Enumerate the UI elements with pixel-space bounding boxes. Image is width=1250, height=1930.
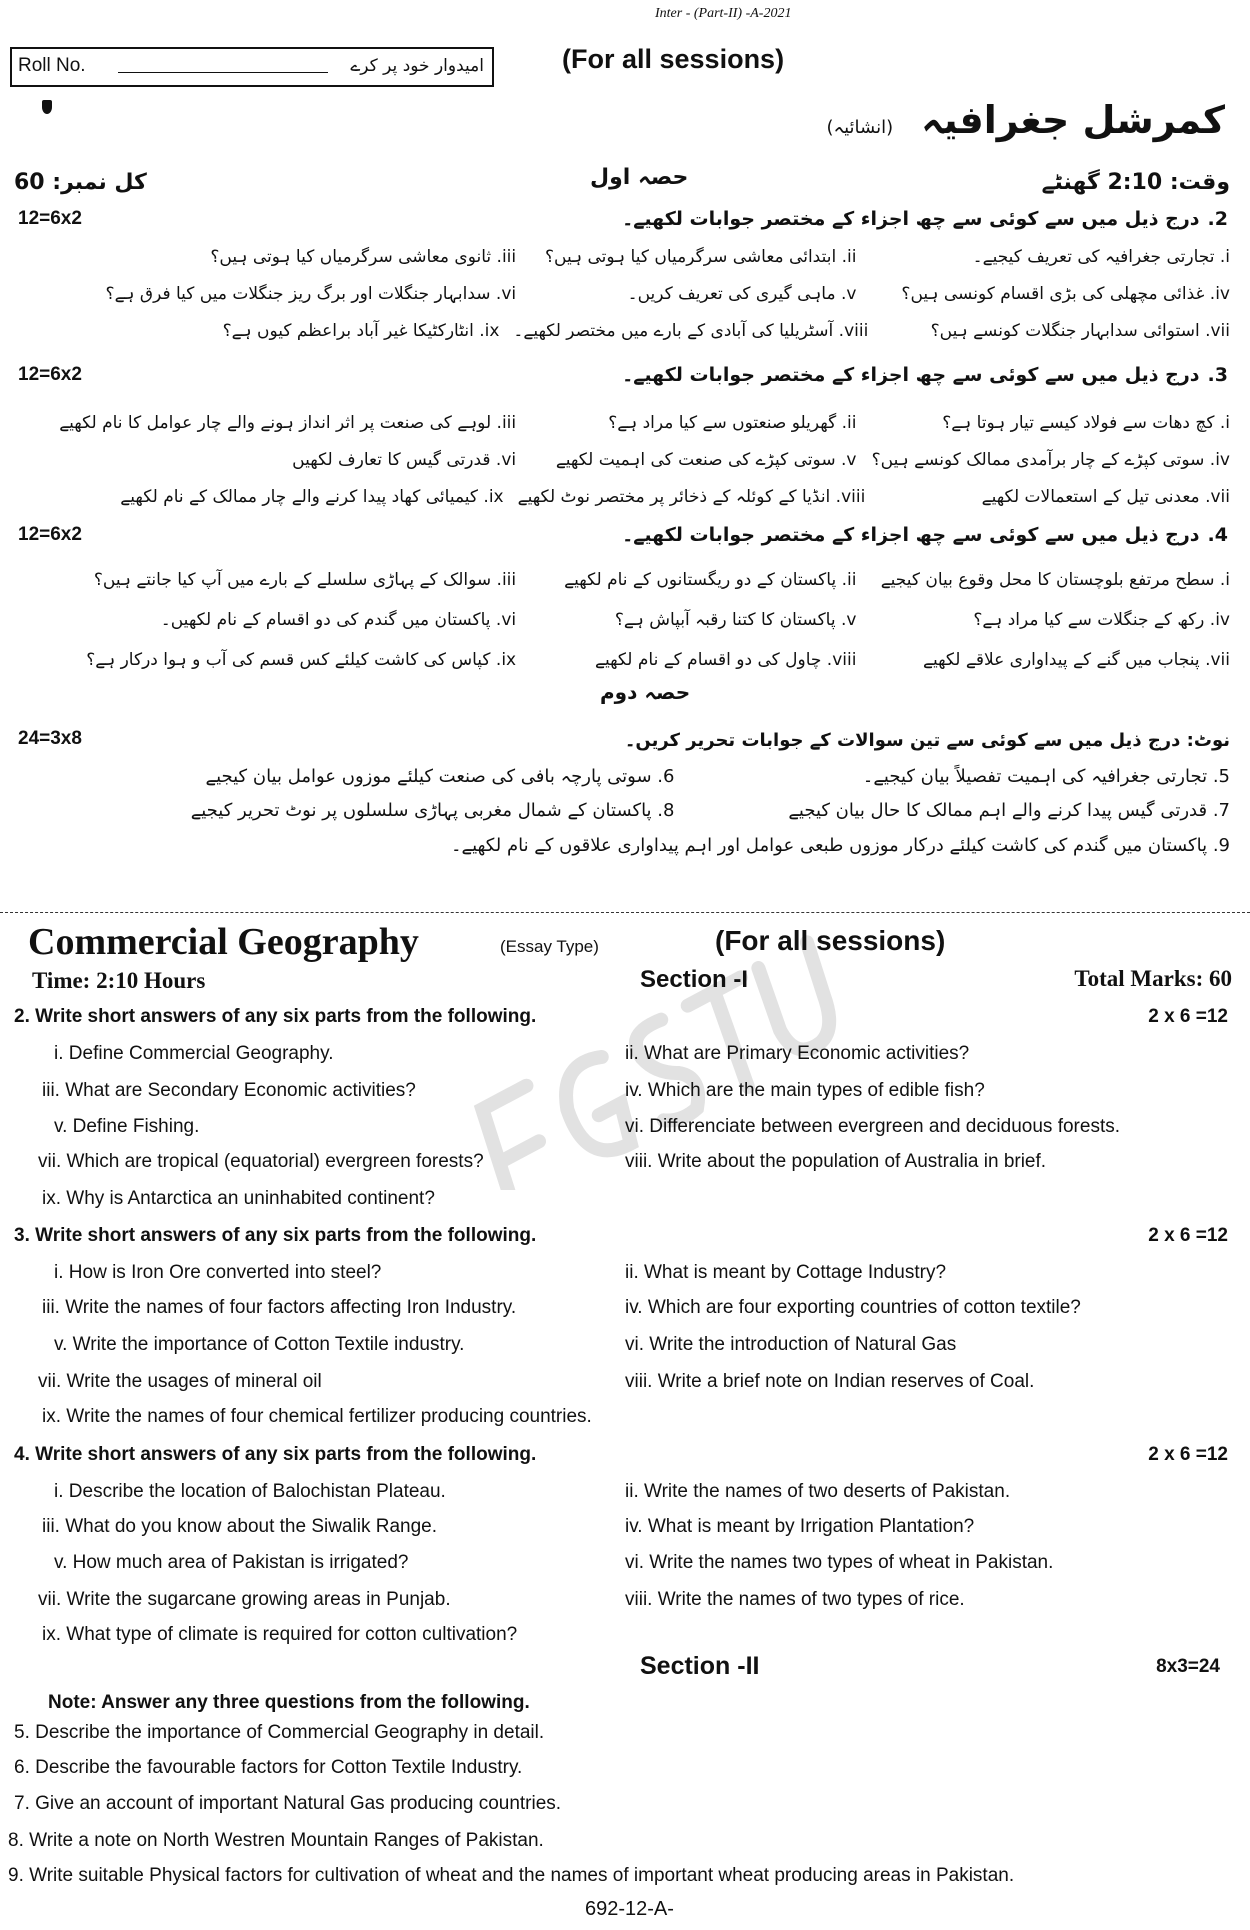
- urdu-question-row: [10, 320, 1230, 341]
- urdu-question-item: iii. لوہے کی صنعت پر اثر انداز ہونے والے چار عوامل کا نام لکھیے: [59, 413, 517, 433]
- urdu-time: وقت: 2:10 گھنٹے: [1041, 170, 1230, 195]
- english-question-item: vi. Write the names two types of wheat in Pakistan.: [625, 1552, 1054, 1573]
- urdu-question-number: 3.: [1207, 364, 1228, 386]
- urdu-long-row: [10, 766, 1230, 787]
- english-long-question: 7. Give an account of important Natural Gas producing countries.: [14, 1793, 562, 1814]
- urdu-question-item: i. تجارتی جغرافیہ کی تعریف کیجیے۔: [972, 247, 1230, 267]
- urdu-question-item: vii. استوائی سدابہار جنگلات کونسے ہیں؟: [930, 321, 1230, 341]
- english-note: Note: Answer any three questions from the following.: [48, 1692, 530, 1713]
- paper-code: Inter - (Part-II) -A-2021: [655, 6, 792, 21]
- urdu-question-item: vii. معدنی تیل کے استعمالات لکھیے: [981, 487, 1230, 507]
- urdu-question-item: i. سطح مرتفع بلوچستان کا محل وقوع بیان کیجیے: [880, 570, 1230, 590]
- urdu-question-item: vii. پنجاب میں گنے کے پیداواری علاقے لکھیے: [922, 650, 1230, 670]
- urdu-question-item: ix. کیمیائی کھاد پیدا کرنے والے چار ممالک کے نام لکھیے: [120, 487, 504, 507]
- english-question-item: v. How much area of Pakistan is irrigated?: [54, 1552, 409, 1573]
- urdu-question-item: viii. چاول کی دو اقسام کے نام لکھیے: [594, 650, 857, 670]
- urdu-question-item: ix. کپاس کی کاشت کیلئے کس قسم کی آب و ہوا درکار ہے؟: [86, 650, 517, 670]
- roll-line: [118, 72, 328, 73]
- english-question-row: [0, 1080, 985, 1102]
- urdu-question-row: [10, 569, 1230, 590]
- english-long-question: 9. Write suitable Physical factors for cultivation of wheat and the names of important wheat producing areas in Pakistan.: [8, 1865, 1015, 1886]
- urdu-question-item: iv. غذائی مچھلی کی بڑی اقسام کونسی ہیں؟: [901, 284, 1230, 304]
- english-long-question: 8. Write a note on North Westren Mountain Ranges of Pakistan.: [8, 1830, 544, 1851]
- divider: [0, 912, 1250, 913]
- english-question-marks: 2 x 6 =12: [1148, 1444, 1228, 1465]
- urdu-question-number: 2.: [1207, 208, 1228, 230]
- english-question-item: ii. Write the names of two deserts of Pakistan.: [625, 1481, 1011, 1502]
- english-title: Commercial Geography: [28, 921, 419, 963]
- english-question-item: ii. What are Primary Economic activities?: [625, 1043, 970, 1064]
- english-question-item: ix. Why is Antarctica an uninhabited continent?: [42, 1188, 435, 1209]
- urdu-question-row: [10, 412, 1230, 433]
- english-question-row: [0, 1151, 1046, 1173]
- urdu-section1: حصہ اول: [590, 165, 689, 190]
- english-type: (Essay Type): [500, 937, 599, 956]
- english-question-row: [0, 1043, 969, 1065]
- urdu-question-item: iv. رکھ کے جنگلات سے کیا مراد ہے؟: [973, 610, 1230, 630]
- english-question-heading: 2. Write short answers of any six parts from the following.: [14, 1006, 537, 1027]
- english-question-item: ix. What type of climate is required for cotton cultivation?: [42, 1624, 518, 1645]
- urdu-question-heading: درج ذیل میں سے کوئی سے چھ اجزاء کے مختصر جوابات لکھیے۔: [622, 364, 1200, 386]
- english-question-marks: 2 x 6 =12: [1148, 1006, 1228, 1027]
- urdu-question-item: ii. پاکستان کے دو ریگستانوں کے نام لکھیے: [564, 570, 857, 590]
- english-question-item: v. Define Fishing.: [54, 1116, 200, 1137]
- english-question-item: iv. What is meant by Irrigation Plantation?: [625, 1516, 975, 1537]
- urdu-question-item: v. ماہی گیری کی تعریف کریں۔: [627, 284, 857, 304]
- english-question-row: [0, 1552, 1053, 1574]
- urdu-type: (انشائیہ): [826, 117, 894, 138]
- english-question-item: iii. What do you know about the Siwalik Range.: [42, 1516, 437, 1537]
- english-question-row: [0, 1589, 965, 1611]
- english-question-row: [0, 1624, 625, 1646]
- urdu-title-row: [827, 98, 1225, 142]
- urdu-question-item: vi. سدابہار جنگلات اور برگ ریز جنگلات میں کیا فرق ہے؟: [105, 284, 517, 304]
- urdu-question-item: viii. آسٹریلیا کی آبادی کے بارے میں مختصر لکھیے۔: [513, 321, 869, 341]
- english-question-item: i. Describe the location of Balochistan Plateau.: [54, 1481, 446, 1502]
- english-question-item: iii. Write the names of four factors affecting Iron Industry.: [42, 1297, 517, 1318]
- urdu-question-item: viii. انڈیا کے کوئلہ کے ذخائر پر مختصر نوٹ لکھیے: [517, 487, 866, 507]
- english-total-marks: Total Marks: 60: [1074, 966, 1232, 991]
- urdu-long-question: 6. سوتی پارچہ بافی کی صنعت کیلئے موزوں عوامل بیان کیجیے: [205, 766, 675, 787]
- urdu-question-heading: درج ذیل میں سے کوئی سے چھ اجزاء کے مختصر جوابات لکھیے۔: [622, 524, 1200, 546]
- english-question-item: ii. What is meant by Cottage Industry?: [625, 1262, 947, 1283]
- urdu-question-item: vi. قدرتی گیس کا تعارف لکھیں: [292, 450, 517, 470]
- english-long-question: 5. Describe the importance of Commercial Geography in detail.: [14, 1722, 545, 1743]
- english-question-row: [0, 1481, 1010, 1503]
- urdu-question-marks: 12=6x2: [18, 364, 82, 385]
- english-question-item: viii. Write a brief note on Indian reserves of Coal.: [625, 1371, 1035, 1392]
- urdu-title: کمرشل جغرافیہ: [921, 98, 1225, 142]
- english-question-marks: 2 x 6 =12: [1148, 1225, 1228, 1246]
- bullet-mark: [42, 100, 52, 114]
- english-question-row: [0, 1262, 946, 1284]
- english-section2: Section -II: [640, 1652, 760, 1680]
- urdu-question-item: v. پاکستان کا کتنا رقبہ آبپاش ہے؟: [614, 610, 857, 630]
- urdu-long-question: 7. قدرتی گیس پیدا کرنے والے اہم ممالک کا حال بیان کیجیے: [788, 800, 1230, 821]
- urdu-question-number: 4.: [1207, 524, 1228, 546]
- english-question-item: vii. Write the usages of mineral oil: [38, 1371, 322, 1392]
- english-section2-marks: 8x3=24: [1156, 1656, 1220, 1677]
- english-question-item: iv. Which are four exporting countries of cotton textile?: [625, 1297, 1081, 1318]
- urdu-long-question: 5. تجارتی جغرافیہ کی اہمیت تفصیلاً بیان کیجیے۔: [862, 766, 1230, 787]
- urdu-question-heading-row: [622, 524, 1228, 546]
- english-question-row: [0, 1516, 974, 1538]
- urdu-question-row: [10, 246, 1230, 267]
- urdu-long-row: [10, 800, 1230, 821]
- english-question-item: viii. Write the names of two types of rice.: [625, 1589, 965, 1610]
- urdu-section2: حصہ دوم: [600, 680, 691, 704]
- urdu-question-item: i. کچ دھات سے فولاد کیسے تیار ہوتا ہے؟: [942, 413, 1230, 433]
- urdu-question-row: [10, 283, 1230, 304]
- roll-urdu: امیدوار خود پر کرے: [350, 56, 484, 76]
- english-long-question: 6. Describe the favourable factors for Cotton Textile Industry.: [14, 1757, 523, 1778]
- urdu-question-item: iv. سوتی کپڑے کے چار برآمدی ممالک کونسے ہیں؟: [871, 450, 1230, 470]
- urdu-question-heading: درج ذیل میں سے کوئی سے چھ اجزاء کے مختصر جوابات لکھیے۔: [622, 208, 1200, 230]
- english-question-row: [0, 1297, 1081, 1319]
- english-question-item: vii. Write the sugarcane growing areas in Punjab.: [38, 1589, 451, 1610]
- urdu-question-row: [10, 649, 1230, 670]
- english-question-item: vi. Write the introduction of Natural Gas: [625, 1334, 957, 1355]
- urdu-note: نوٹ: درج ذیل میں سے کوئی سے تین سوالات کے جوابات تحریر کریں۔: [624, 730, 1230, 751]
- english-question-item: v. Write the importance of Cotton Textile industry.: [54, 1334, 465, 1355]
- urdu-question-marks: 12=6x2: [18, 208, 82, 229]
- english-question-row: [0, 1188, 625, 1210]
- urdu-question-item: iii. سوالک کے پہاڑی سلسلے کے بارے میں آپ کیا جانتے ہیں؟: [93, 570, 517, 590]
- english-question-row: [0, 1334, 956, 1356]
- urdu-question-item: iii. ثانوی معاشی سرگرمیاں کیا ہوتی ہیں؟: [210, 247, 517, 267]
- urdu-question-heading-row: [622, 208, 1228, 230]
- english-time: Time: 2:10 Hours: [32, 968, 206, 993]
- urdu-question-item: ix. انٹارکٹیکا غیر آباد براعظم کیوں ہے؟: [222, 321, 500, 341]
- sessions-heading: (For all sessions): [562, 44, 785, 74]
- urdu-question-row: [10, 609, 1230, 630]
- urdu-question-item: ii. ابتدائی معاشی سرگرمیاں کیا ہوتی ہیں؟: [545, 247, 857, 267]
- english-question-row: [0, 1371, 1034, 1393]
- urdu-question-row: [10, 449, 1230, 470]
- english-question-heading: 4. Write short answers of any six parts from the following.: [14, 1444, 537, 1465]
- urdu-question-item: vi. پاکستان میں گندم کی دو اقسام کے نام لکھیں۔: [160, 610, 517, 630]
- english-question-item: i. How is Iron Ore converted into steel?: [54, 1262, 382, 1283]
- urdu-marks: کل نمبر: 60: [14, 170, 147, 195]
- urdu-long-row: [10, 835, 1230, 856]
- english-question-item: vii. Which are tropical (equatorial) evergreen forests?: [38, 1151, 484, 1172]
- english-question-item: ix. Write the names of four chemical fertilizer producing countries.: [42, 1406, 592, 1427]
- english-sessions: (For all sessions): [715, 925, 946, 956]
- footer-code: 692-12-A-: [585, 1898, 674, 1920]
- urdu-question-marks: 12=6x2: [18, 524, 82, 545]
- english-question-row: [0, 1406, 625, 1428]
- urdu-question-row: [10, 486, 1230, 507]
- english-question-item: iii. What are Secondary Economic activities?: [42, 1080, 416, 1101]
- english-question-item: vi. Differenciate between evergreen and deciduous forests.: [625, 1116, 1121, 1137]
- english-question-item: iv. Which are the main types of edible fish?: [625, 1080, 985, 1101]
- english-section1: Section -I: [640, 966, 749, 993]
- urdu-question-heading-row: [622, 364, 1228, 386]
- urdu-long-question: 8. پاکستان کے شمال مغربی پہاڑی سلسلوں پر نوٹ تحریر کیجیے: [190, 800, 675, 821]
- roll-label: Roll No.: [18, 55, 86, 76]
- english-question-heading: 3. Write short answers of any six parts from the following.: [14, 1225, 537, 1246]
- urdu-note-marks: 24=3x8: [18, 728, 82, 749]
- urdu-question-item: ii. گھریلو صنعتوں سے کیا مراد ہے؟: [608, 413, 857, 433]
- urdu-question-item: v. سوتی کپڑے کی صنعت کی اہمیت لکھیے: [555, 450, 857, 470]
- urdu-long-question: 9. پاکستان میں گندم کی کاشت کیلئے درکار موزوں طبعی عوامل اور اہم پیداواری علاقوں کے نام لکھیے۔: [450, 835, 1230, 856]
- english-question-item: viii. Write about the population of Australia in brief.: [625, 1151, 1047, 1172]
- english-question-row: [0, 1116, 1120, 1138]
- english-question-item: i. Define Commercial Geography.: [54, 1043, 334, 1064]
